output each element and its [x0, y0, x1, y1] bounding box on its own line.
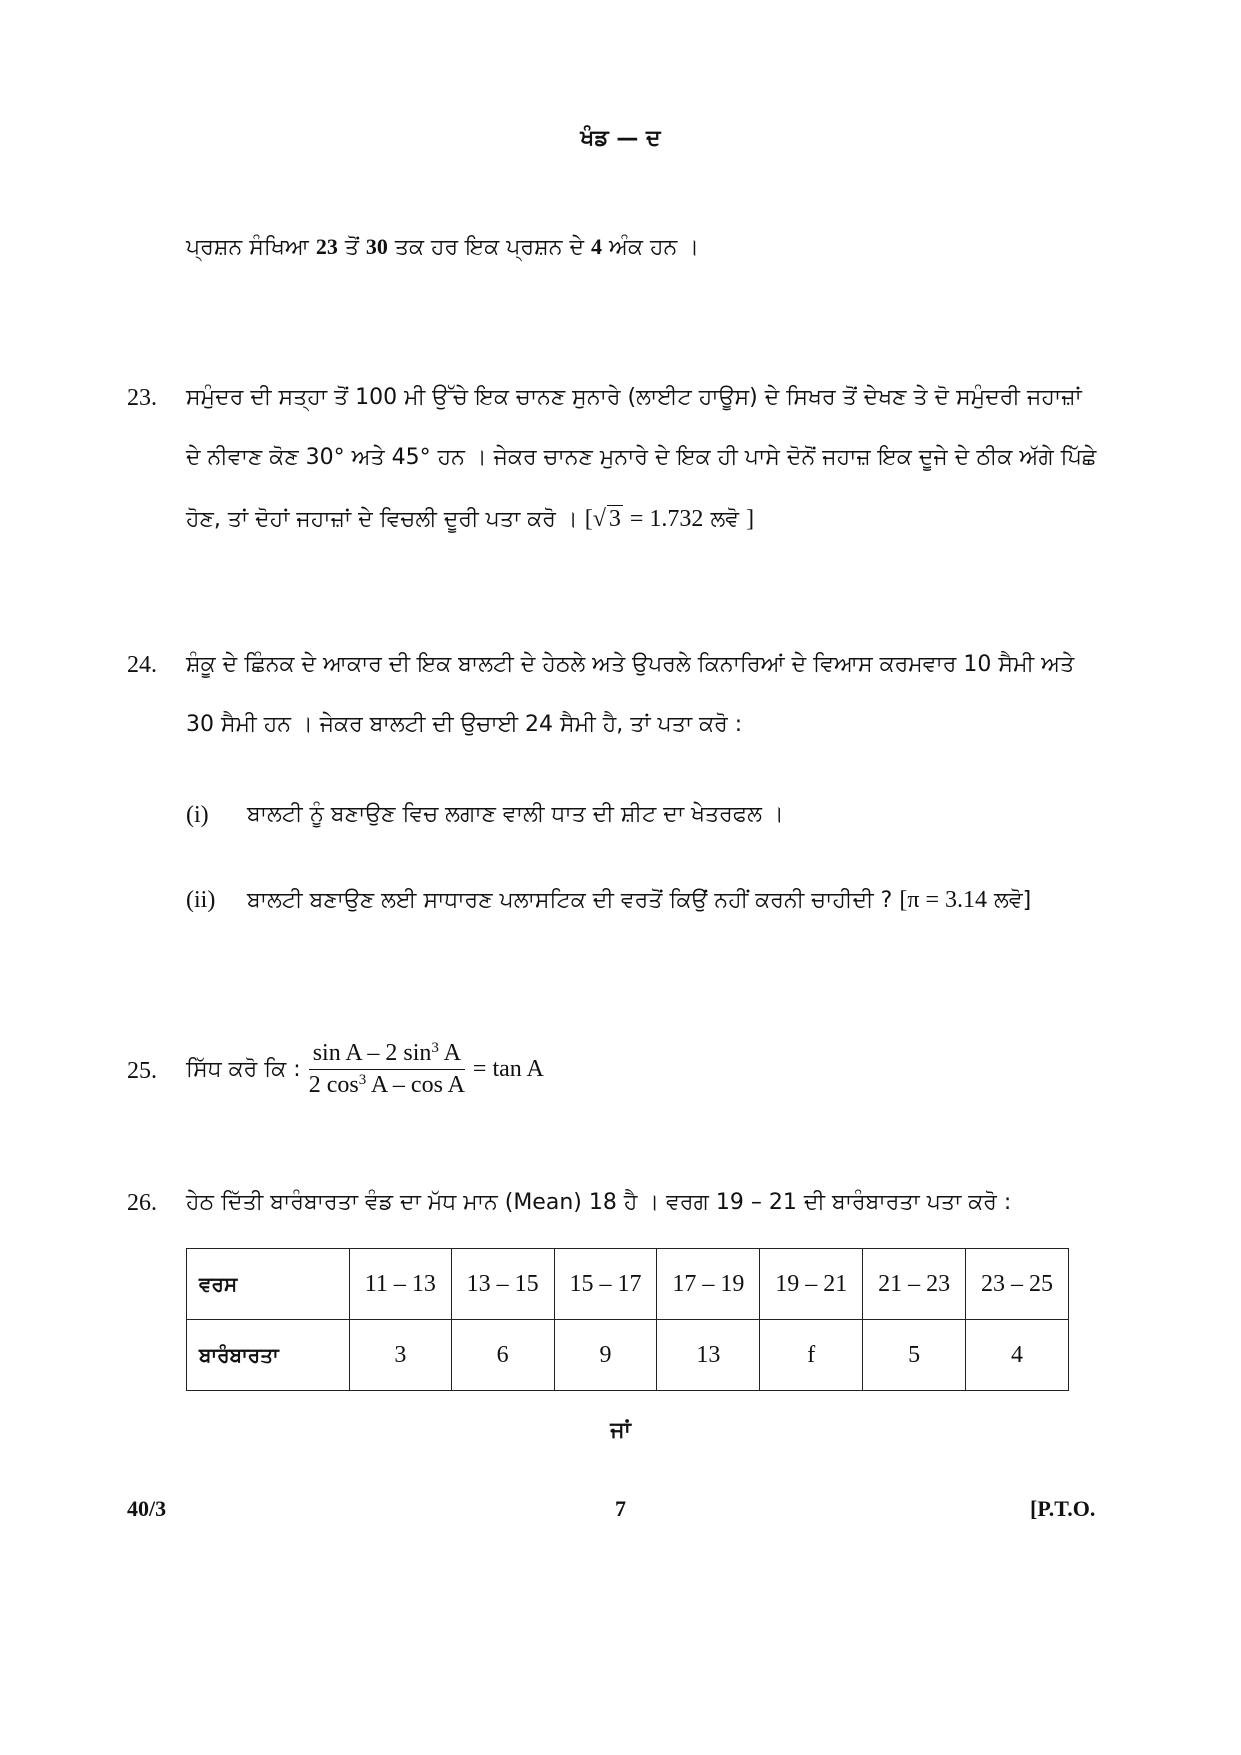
q24-line-2: 30 ਸੈਮੀ ਹਨ । ਜੇਕਰ ਬਾਲਟੀ ਦੀ ਉਚਾਈ 24 ਸੈਮੀ ਹੈ, ਤਾਂ ਪਤਾ ਕਰੋ : — [186, 712, 743, 737]
q25-den-a: 2 cos — [308, 1071, 359, 1098]
instruction-text-4: ਅੰਕ ਹਨ । — [602, 235, 700, 260]
or-separator: ਜਾਂ — [610, 1418, 631, 1443]
q26-number: 26. — [127, 1190, 157, 1216]
q24-sub2-text: ਬਾਲਟੀ ਬਣਾਉਣ ਲਈ ਸਾਧਾਰਣ ਪਲਾਸਟਿਕ ਦੀ ਵਰਤੋਂ ਕਿਉਂ ਨਹੀਂ ਕਰਨੀ ਚਾਹੀਦੀ ? — [247, 888, 893, 913]
table-cell: 21 – 23 — [863, 1249, 966, 1320]
q24-sub1-text: ਬਾਲਟੀ ਨੂੰ ਬਣਾਉਣ ਵਿਚ ਲਗਾਣ ਵਾਲੀ ਧਾਤ ਦੀ ਸ਼ੀਟ ਦਾ ਖੇਤਰਫਲ । — [247, 802, 784, 827]
q23-hint-sqrt-arg: 3 — [608, 506, 621, 532]
table-cell: 4 — [966, 1320, 1069, 1391]
q23-line-3 — [186, 505, 754, 533]
pto-label: [P.T.O. — [1030, 1496, 1096, 1521]
instruction-text-2: ਤੋਂ — [337, 235, 366, 260]
q23-number: 23. — [127, 385, 157, 411]
q25-num-exp: 3 — [431, 1039, 439, 1056]
q24-sub1-number: (i) — [186, 802, 209, 828]
q26-text: ਹੇਠ ਦਿੱਤੀ ਬਾਰੰਬਾਰਤਾ ਵੰਡ ਦਾ ਮੱਧ ਮਾਨ (Mean) 18 ਹੈ । ਵਰਗ 19 – 21 ਦੀ ਬਾਰੰਬਾਰਤਾ ਪਤਾ ਕਰੋ : — [186, 1190, 1012, 1215]
q23-hint-open: [ — [584, 506, 593, 532]
table-header-frequency: ਬਾਰੰਬਾਰਤਾ — [187, 1320, 350, 1391]
instruction-num-2: 30 — [365, 234, 388, 259]
q25-den-b: A – cos A — [366, 1071, 465, 1098]
table-cell: 11 – 13 — [350, 1249, 452, 1320]
instruction-text-3: ਤਕ ਹਰ ਇਕ ਪ੍ਰਸ਼ਨ ਦੇ — [387, 235, 592, 260]
q25-prefix: ਸਿੱਧ ਕਰੋ ਕਿ : — [186, 1056, 301, 1082]
q24-sub2-hint: [π = 3.14 — [899, 887, 987, 913]
q23-hint-value: = 1.732 — [629, 506, 704, 532]
q25-den-exp: 3 — [358, 1071, 367, 1088]
q23-line-2: ਦੇ ਨੀਵਾਣ ਕੋਣ 30° ਅਤੇ 45° ਹਨ । ਜੇਕਰ ਚਾਨਣ ਮੁਨਾਰੇ ਦੇ ਇਕ ਹੀ ਪਾਸੇ ਦੋਨੋਂ ਜਹਾਜ਼ ਇਕ ਦੂਜੇ ਦੇ ਠੀਕ ਅੱਗੇ ਪਿੱਛੇ — [186, 445, 1097, 470]
q25-rhs: = tan A — [472, 1055, 544, 1082]
table-row-classes — [187, 1249, 1069, 1320]
q24-sub2-hint-word: ਲਵੋ] — [994, 888, 1032, 913]
table-cell: 15 – 17 — [554, 1249, 657, 1320]
table-row-frequency — [187, 1320, 1069, 1391]
page-number: 7 — [615, 1496, 626, 1521]
table-cell: 13 — [657, 1320, 760, 1391]
q24-number: 24. — [127, 652, 157, 678]
table-cell: 19 – 21 — [760, 1249, 863, 1320]
section-title: ਖੰਡ — ਦ — [580, 126, 661, 151]
table-cell: 23 – 25 — [966, 1249, 1069, 1320]
table-cell: f — [760, 1320, 863, 1391]
q24-sub2-line — [247, 887, 1031, 914]
q23-line-1: ਸਮੁੰਦਰ ਦੀ ਸਤ੍ਹਾ ਤੋਂ 100 ਮੀ ਉੱਚੇ ਇਕ ਚਾਨਣ ਸੁਨਾਰੇ (ਲਾਈਟ ਹਾਊਸ) ਦੇ ਸਿਖਰ ਤੋਂ ਦੇਖਣ ਤੇ ਦੋ ਸਮੁੰਦਰੀ ਜਹਾਜ਼ਾਂ — [186, 385, 1082, 410]
table-cell: 9 — [554, 1320, 657, 1391]
frequency-table — [186, 1248, 1069, 1391]
paper-code: 40/3 — [127, 1496, 167, 1521]
instruction — [186, 234, 699, 260]
q25-num-a: sin A – 2 sin — [312, 1039, 432, 1066]
q25-denominator — [305, 1070, 469, 1099]
q23-hint-word: ਲਵੋ — [710, 507, 740, 532]
instruction-num-3: 4 — [591, 234, 603, 259]
q25-number: 25. — [127, 1058, 157, 1084]
q25-statement — [186, 1034, 544, 1104]
q25-numerator — [309, 1040, 465, 1070]
q24-line-1: ਸ਼ੰਕੂ ਦੇ ਛਿੰਨਕ ਦੇ ਆਕਾਰ ਦੀ ਇਕ ਬਾਲਟੀ ਦੇ ਹੇਠਲੇ ਅਤੇ ਉਪਰਲੇ ਕਿਨਾਰਿਆਂ ਦੇ ਵਿਆਸ ਕਰਮਵਾਰ 10 ਸੈਮੀ ਅਤੇ — [186, 652, 1075, 677]
q23-hint-close: ] — [746, 506, 755, 532]
q25-num-b: A — [438, 1039, 461, 1066]
table-cell: 5 — [863, 1320, 966, 1391]
sqrt-symbol: √ — [592, 506, 606, 532]
q24-sub2-number: (ii) — [186, 887, 216, 913]
table-cell: 17 – 19 — [657, 1249, 760, 1320]
instruction-text-1: ਪ੍ਰਸ਼ਨ ਸੰਖਿਆ — [186, 235, 316, 260]
table-cell: 3 — [350, 1320, 452, 1391]
table-cell: 6 — [451, 1320, 554, 1391]
q25-fraction — [305, 1040, 469, 1099]
table-cell: 13 – 15 — [451, 1249, 554, 1320]
q23-line-3-text: ਹੋਣ, ਤਾਂ ਦੋਹਾਂ ਜਹਾਜ਼ਾਂ ਦੇ ਵਿਚਲੀ ਦੂਰੀ ਪਤਾ ਕਰੋ । — [186, 507, 578, 532]
instruction-num-1: 23 — [315, 234, 338, 259]
table-header-classes: ਵਰਸ — [187, 1249, 350, 1320]
